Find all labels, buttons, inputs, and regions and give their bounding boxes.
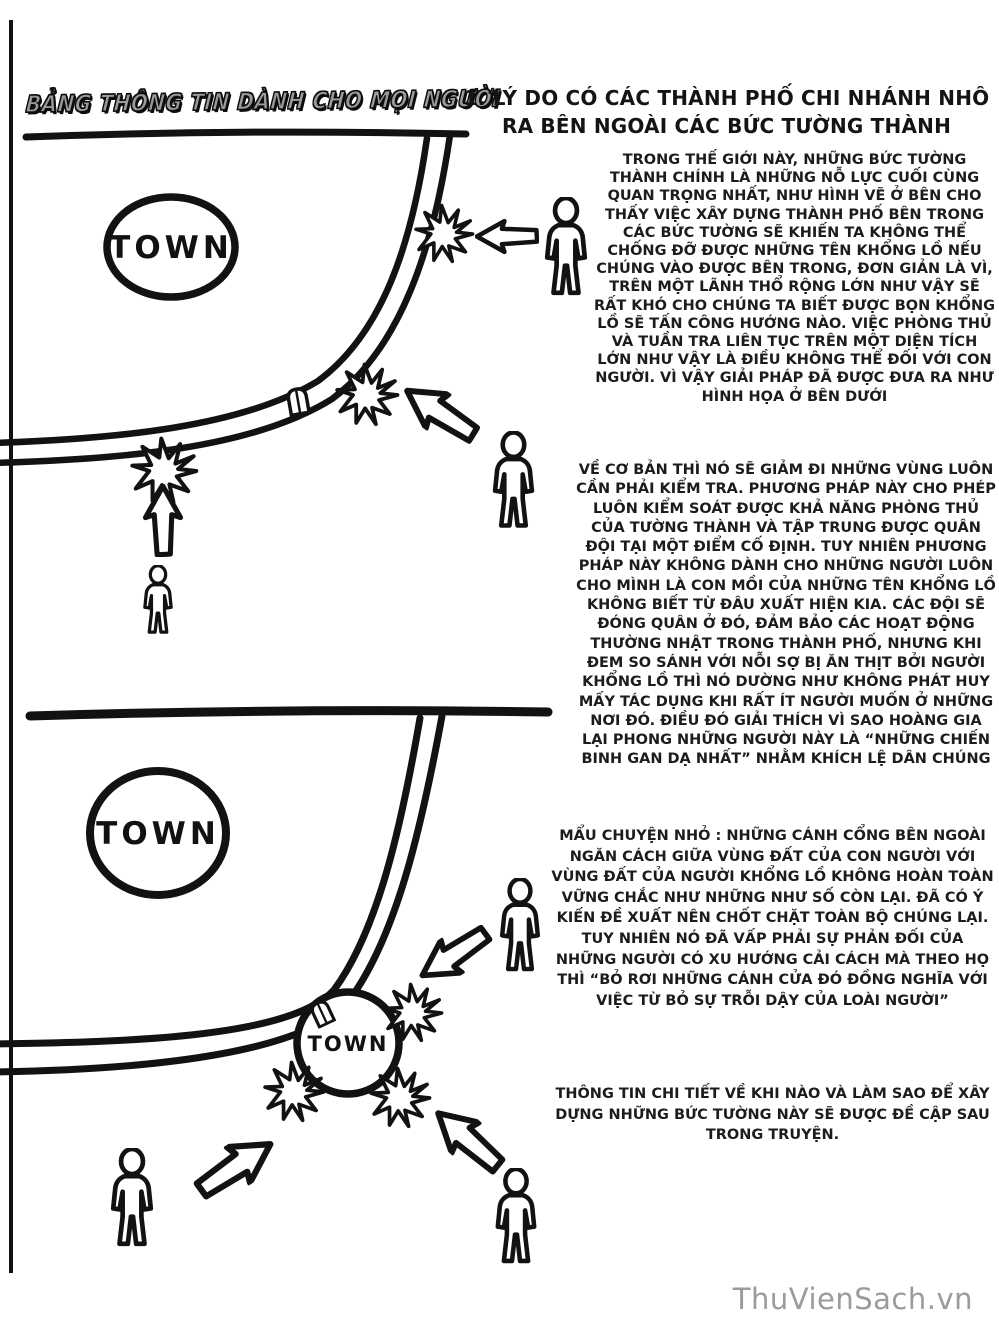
explosion-icon <box>371 1068 429 1126</box>
branch-town-label: TOWN <box>307 1032 389 1056</box>
arrow-icon <box>396 374 485 452</box>
banner-title: BẢNG THÔNG TIN DÀNH CHO MỌI NGƯỜI <box>24 86 502 118</box>
panel-top-rule <box>26 132 466 137</box>
info-paragraph-2: VỀ CƠ BẢN THÌ NÓ SẼ GIẢM ĐI NHỮNG VÙNG LUÔN CẦN PHẢI KIỂM TRA. PHƯƠNG PHÁP NÀY CHO PHÉP LUÔN KIỂM SOÁT ĐƯỢC KHẢ NĂNG PHÒNG THỦ CỦA TƯỜNG THÀNH VÀ TẬP TRUNG ĐƯỢC QUÂN ĐỘI TẠI MỘT ĐIỂM CỐ ĐỊNH. TUY NHIÊN PHƯƠNG PHÁP NÀY KHÔNG DÀNH CHO NHỮNG NGƯỜI LUÔN CHO MÌNH LÀ CON MỒI CỦA NHỮNG TÊN KHỔNG LỒ KHÔNG BIẾT TỪ ĐÂU XUẤT HIỆN KIA. CÁC ĐỘI SẼ ĐÓNG QUÂN Ở ĐÓ, ĐẢM BẢO CÁC HOẠT ĐỘNG THƯỜNG NHẬT TRONG THÀNH PHỐ, NHƯNG KHI ĐEM SO SÁNH VỚI NỖI SỢ BỊ ĂN THỊT BỞI NGƯỜI KHỔNG LỒ THÌ NÓ DƯỜNG NHƯ KHÔNG PHÁT HUY MẤY TÁC DỤNG KHI RẤT ÍT NGƯỜI MUỐN Ở NHỮNG NƠI ĐÓ. ĐIỀU ĐÓ GIẢI THÍCH VÌ SAO HOÀNG GIA LẠI PHONG NHỮNG NGƯỜI NÀY LÀ “NHỮNG CHIẾN BINH GAN DẠ NHẤT” NHẰM KHÍCH LỆ DÂN CHÚNG <box>576 462 996 768</box>
arrow-icon <box>189 1126 282 1207</box>
person-figure <box>495 432 532 525</box>
gate-icon <box>287 388 309 416</box>
diagram-walled-town-bottom <box>0 700 575 1275</box>
diagram-walled-town-top <box>0 125 610 670</box>
person-figure <box>113 1149 151 1244</box>
person-figure <box>498 1169 534 1261</box>
person-figure <box>502 879 538 969</box>
arrow-icon <box>412 918 497 992</box>
arrow-icon <box>477 221 537 252</box>
section-heading: 1. LÝ DO CÓ CÁC THÀNH PHỐ CHI NHÁNH NHÔ RA BÊN NGOÀI CÁC BỨC TƯỜNG THÀNH <box>463 86 990 138</box>
info-paragraph-4: THÔNG TIN CHI TIẾT VỀ KHI NÀO VÀ LÀM SAO ĐỂ XÂY DỰNG NHỮNG BỨC TƯỜNG NÀY SẼ ĐƯỢC ĐỀ CẬP SAU TRONG TRUYỆN. <box>555 1086 990 1144</box>
watermark: ThuVienSach.vn <box>732 1282 973 1316</box>
person-figure <box>145 566 171 632</box>
arrow-icon <box>425 1098 511 1181</box>
town-label: TOWN <box>109 230 233 266</box>
info-paragraph-3: MẨU CHUYỆN NHỎ : NHỮNG CÁNH CỔNG BÊN NGOÀI NGĂN CÁCH GIỮA VÙNG ĐẤT CỦA CON NGƯỜI VỚI VÙNG ĐẤT CỦA NGƯỜI KHỔNG LỒ KHÔNG HOÀN TOÀN VỮNG CHẮC NHƯ NHỮNG NHƯ SỐ CÒN LẠI. ĐÃ CÓ Ý KIẾN ĐỀ XUẤT NÊN CHỐT CHẶT TOÀN BỘ CHÚNG LẠI. TUY NHIÊN NÓ ĐÃ VẤP PHẢI SỰ PHẢN ĐỐI CỦA NHỮNG NGƯỜI CÓ XU HƯỚNG CẢI CÁCH MÀ THEO HỌ THÌ “BỎ RƠI NHỮNG CÁNH CỬA ĐÓ ĐỒNG NGHĨA VỚI VIỆC TỪ BỎ SỰ TRỖI DẬY CỦA LOÀI NGƯỜI” <box>551 828 994 1009</box>
person-figure <box>547 198 585 293</box>
info-paragraph-1: TRONG THẾ GIỚI NÀY, NHỮNG BỨC TƯỜNG THÀNH CHÍNH LÀ NHỮNG NỖ LỰC CUỐI CÙNG QUAN TRỌNG NHẤT, NHƯ HÌNH VẼ Ở BÊN CHO THẤY VIỆC XÂY DỰNG THÀNH PHỐ BÊN TRONG CÁC BỨC TƯỜNG SẼ KHIẾN TA KHÔNG THỂ CHỐNG ĐỠ ĐƯỢC NHỮNG TÊN KHỔNG LỒ NẾU CHÚNG VÀO ĐƯỢC BÊN TRONG, ĐƠN GIẢN LÀ VÌ, TRÊN MỘT LÃNH THỔ RỘNG LỚN NHƯ VẬY SẼ RẤT KHÓ CHO CHÚNG TA BIẾT ĐƯỢC BỌN KHỔNG LỒ SẼ TẤN CÔNG HƯỚNG NÀO. VIỆC PHÒNG THỦ VÀ TUẦN TRA LIÊN TỤC TRÊN MỘT DIỆN TÍCH LỚN NHƯ VẬY LÀ ĐIỀU KHÔNG THỂ ĐỐI VỚI CON NGƯỜI. VÌ VẬY GIẢI PHÁP ĐÃ ĐƯỢC ĐƯA RA NHƯ HÌNH HỌA Ở BÊN DƯỚI <box>593 152 996 405</box>
town-label: TOWN <box>96 816 220 852</box>
explosion-icon <box>337 365 397 425</box>
panel-top-rule <box>30 711 548 716</box>
